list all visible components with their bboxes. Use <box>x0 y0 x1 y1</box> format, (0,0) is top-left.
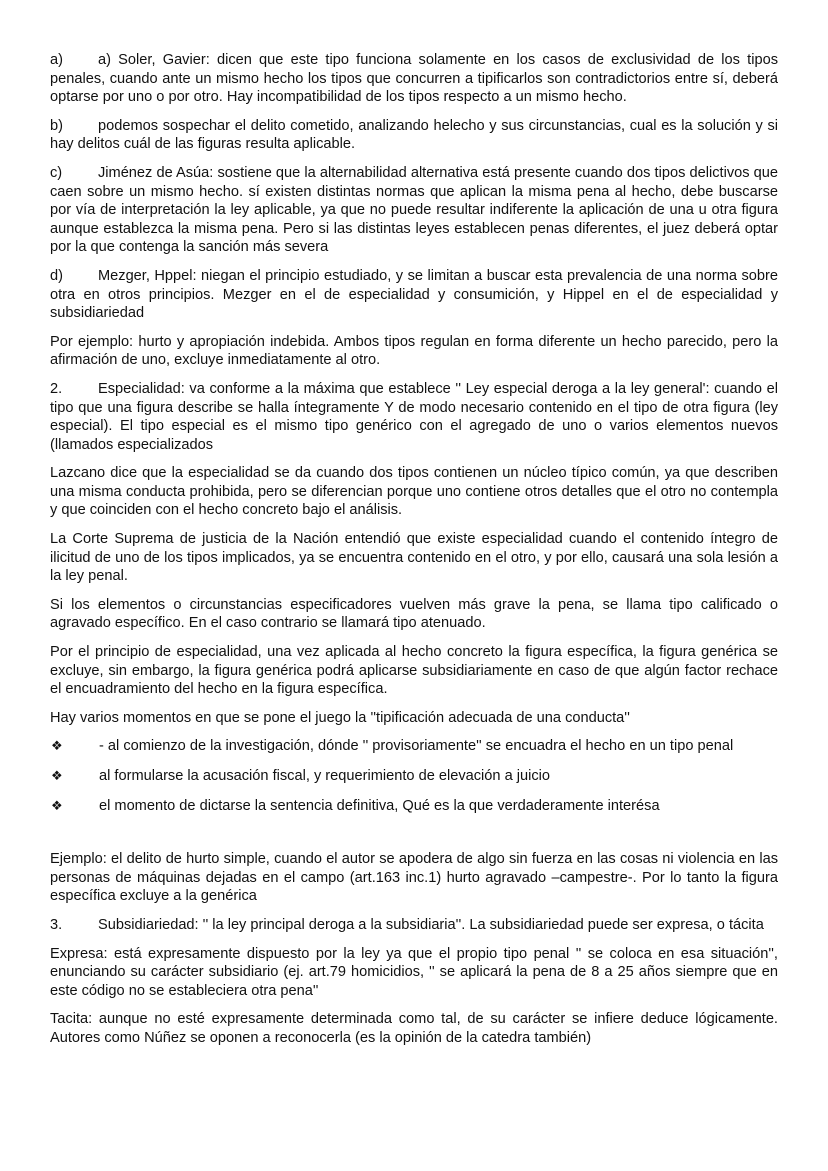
paragraph-text: Especialidad: va conforme a la máxima que establece '' Ley especial deroga a la ley general': cuando el tipo que una figura describe se halla íntegramente Y de modo necesario contenido en el tipo de otra figura (ley especial). El tipo especial es el mismo tipo genérico con el agregado de uno o varios elementos nuevos (llamados especializados <box>50 380 778 453</box>
paragraph-text: a) Soler, Gavier: dicen que este tipo funciona solamente en los casos de exclusividad de los tipos penales, cuando ante un mismo hecho los tipos que concurren a tipificarlos son contradictorios entre sí, deberá optarse por uno o por otro. Hay incompatibilidad de los tipos respecto a un mismo hecho. <box>50 52 778 106</box>
paragraph-label: b) <box>50 117 63 134</box>
paragraph-especialidad <box>50 380 778 454</box>
paragraph-a <box>50 51 778 107</box>
list-item-text: el momento de dictarse la sentencia definitiva, Qué es la que verdaderamente interésa <box>99 797 660 814</box>
paragraph-lazcano <box>50 464 778 520</box>
paragraph-ejemplo-hurto <box>50 850 778 906</box>
paragraph-example <box>50 333 778 370</box>
paragraph-expresa <box>50 945 778 1001</box>
paragraph-corte-suprema <box>50 530 778 586</box>
paragraph-text: Subsidiariedad: '' la ley principal deroga a la subsidiaria''. La subsidiariedad puede ser expresa, o tácita <box>98 916 764 933</box>
paragraph-text: Hay varios momentos en que se pone el juego la ''tipificación adecuada de una conducta'' <box>50 709 630 726</box>
paragraph-label: d) <box>50 267 63 284</box>
paragraph-label: 3. <box>50 916 63 933</box>
paragraph-label: 2. <box>50 380 63 397</box>
list-item <box>50 737 778 756</box>
list-item-text: - al comienzo de la investigación, dónde '' provisoriamente'' se encuadra el hecho en un tipo penal <box>99 738 734 755</box>
paragraph-text: Por el principio de especialidad, una vez aplicada al hecho concreto la figura específica, la figura genérica se excluye, sin embargo, la figura genérica podrá aplicarse subsidiariamente en caso de que algún factor rechace el encuadramiento del hecho en la figura específica. <box>50 644 778 698</box>
blank-line <box>50 826 778 850</box>
diamond-bullet-icon: ❖ <box>51 738 63 754</box>
paragraph-label: c) <box>50 164 63 181</box>
paragraph-b <box>50 117 778 154</box>
paragraph-c <box>50 164 778 257</box>
diamond-bullet-icon: ❖ <box>51 797 63 813</box>
paragraph-text: Por ejemplo: hurto y apropiación indebida. Ambos tipos regulan en forma diferente un hecho parecido, pero la afirmación de uno, excluye inmediatamente al otro. <box>50 333 778 369</box>
paragraph-text: Tacita: aunque no esté expresamente determinada como tal, de su carácter se infiere deduce lógicamente. Autores como Núñez se oponen a reconocerla (es la opinión de la catedra también) <box>50 1011 778 1046</box>
paragraph-text: Expresa: está expresamente dispuesto por la ley ya que el propio tipo penal '' se coloca en esa situación'', enunciando su carácter subsidiario (ej. art.79 homicidios, '' se aplicará la pena de 8 a 25 años siempre que en este código no se estableciera otra pena'' <box>50 945 778 999</box>
paragraph-text: podemos sospechar el delito cometido, analizando helecho y sus circunstancias, cual es la solución y si hay delitos cuál de las figuras resulta aplicable. <box>50 117 778 153</box>
bullet-list <box>50 737 778 815</box>
list-item <box>50 767 778 786</box>
paragraph-text: Mezger, Hppel: niegan el principio estudiado, y se limitan a buscar esta prevalencia de una norma sobre otra en otros principios. Mezger en el de especialidad y consumición, y Hippel en el de especialidad y subsidiariedad <box>50 267 778 322</box>
paragraph-tipo-calificado <box>50 596 778 633</box>
paragraph-subsidiariedad <box>50 916 778 935</box>
paragraph-text: Lazcano dice que la especialidad se da cuando dos tipos contienen un núcleo típico común, ya que describen una misma conducta prohibida, pero se diferencian porque uno contiene otros detalles que el otro no contempla y que coinciden con el hecho concreto bajo el análisis. <box>50 465 778 519</box>
paragraph-text: Si los elementos o circunstancias especificadores vuelven más grave la pena, se llama tipo calificado o agravado específico. En el caso contrario se llamará tipo atenuado. <box>50 596 778 632</box>
list-item <box>50 797 778 816</box>
paragraph-d <box>50 267 778 323</box>
paragraph-momentos <box>50 709 778 728</box>
paragraph-principio-especialidad <box>50 643 778 699</box>
list-item-text: al formularse la acusación fiscal, y requerimiento de elevación a juicio <box>99 768 551 784</box>
paragraph-tacita <box>50 1010 778 1047</box>
paragraph-text: Ejemplo: el delito de hurto simple, cuando el autor se apodera de algo sin fuerza en las cosas ni violencia en las personas de máquinas dejadas en el campo (art.163 inc.1) hurto agravado –campestre-. Por lo tanto la figura específica excluye a la genérica <box>50 851 778 905</box>
paragraph-text: La Corte Suprema de justicia de la Nación entendió que existe especialidad cuando el contenido íntegro de ilicitud de uno de los tipos implicados, ya se encuentra contenido en el otro, y por ello, causará una sola lesión a la ley penal. <box>50 531 778 585</box>
diamond-bullet-icon: ❖ <box>51 768 63 783</box>
paragraph-text: Jiménez de Asúa: sostiene que la alternabilidad alternativa está presente cuando dos tipos delictivos que caen sobre un mismo hecho. sí existen distintas normas que aplican la misma pena al hecho, debe buscarse por vía de interpretación la ley aplicable, ya que no puede resultar indiferente la aplicación de una u otra figura aunque establezca la misma pena. Pero si las distintas leyes establecen penas diferentes, el juez deberá optar por la que contenga la sanción más severa <box>50 164 778 256</box>
paragraph-label: a) <box>50 52 63 68</box>
